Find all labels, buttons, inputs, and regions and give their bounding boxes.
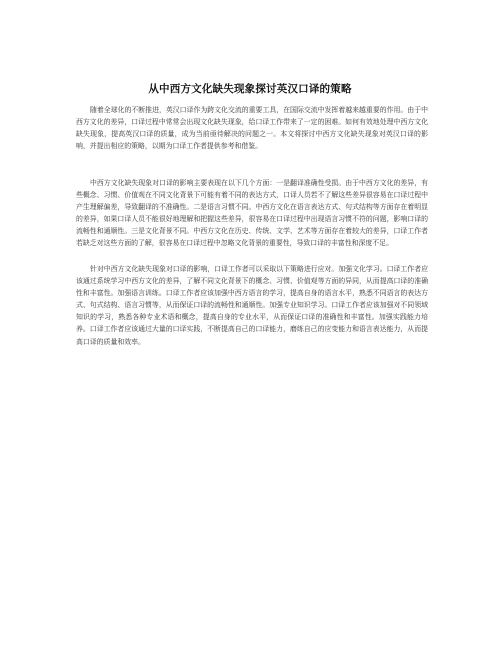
paragraph-impact: 中西方文化缺失现象对口译的影响主要表现在以下几个方面：一是翻译准确性受损。由于中西方文化的差异，有些概念、习惯、价值观在不同文化背景下可能有着不同的表达方式，口译人员若不了解这些差异很容易在口译过程中产生理解偏差，导致翻译的不准确性。二是语言习惯不同。中西方文化在语言表达方式、句式结构等方面存在着明显的差异，如果口译人员不能很好地理解和把握这些差异，很容易在口译过程中出现语言习惯不符的问题，影响口译的流畅性和通顺性。三是文化背景不同。中西方文化在历史、传统、文学、艺术等方面存在着较大的差异，口译工作者若缺乏对这些方面的了解，很容易在口译过程中忽略文化背景的重要性，导致口译的丰富性和深度不足。: [76, 179, 428, 248]
document-title: 从中西方文化缺失现象探讨英汉口译的策略: [148, 83, 352, 95]
paragraph-strategies: 针对中西方文化缺失现象对口译的影响，口译工作者可以采取以下策略进行应对。加强文化学习。口译工作者应该通过系统学习中西方文化的差异，了解不同文化背景下的概念、习惯、价值观等方面的异同，从而提高口译的准确性和丰富性。加强语言训练。口译工作者应该加强中西方语言的学习，提高自身的语言水平，熟悉不同语言的表达方式、句式结构、语言习惯等，从而保证口译的流畅性和通顺性。加强专业知识学习。口译工作者应该加强对不同领域知识的学习，熟悉各种专业术语和概念，提高自身的专业水平，从而保证口译的准确性和丰富性。加强实践能力培养。口译工作者应该通过大量的口译实践，不断提高自己的口译能力，磨练自己的应变能力和语言表达能力，从而提高口译的质量和效率。: [76, 265, 428, 346]
paragraph-intro: 随着全球化的不断推进，英汉口译作为跨文化交流的重要工具，在国际交流中发挥着越来越重要的作用。由于中西方文化的差异，口译过程中常常会出现文化缺失现象，给口译工作带来了一定的困难。如何有效地处理中西方文化缺失现象，提高英汉口译的质量，成为当前亟待解决的问题之一。本文将探讨中西方文化缺失现象对英汉口译的影响，并提出相应的策略，以期为口译工作者提供参考和借鉴。: [76, 106, 428, 151]
